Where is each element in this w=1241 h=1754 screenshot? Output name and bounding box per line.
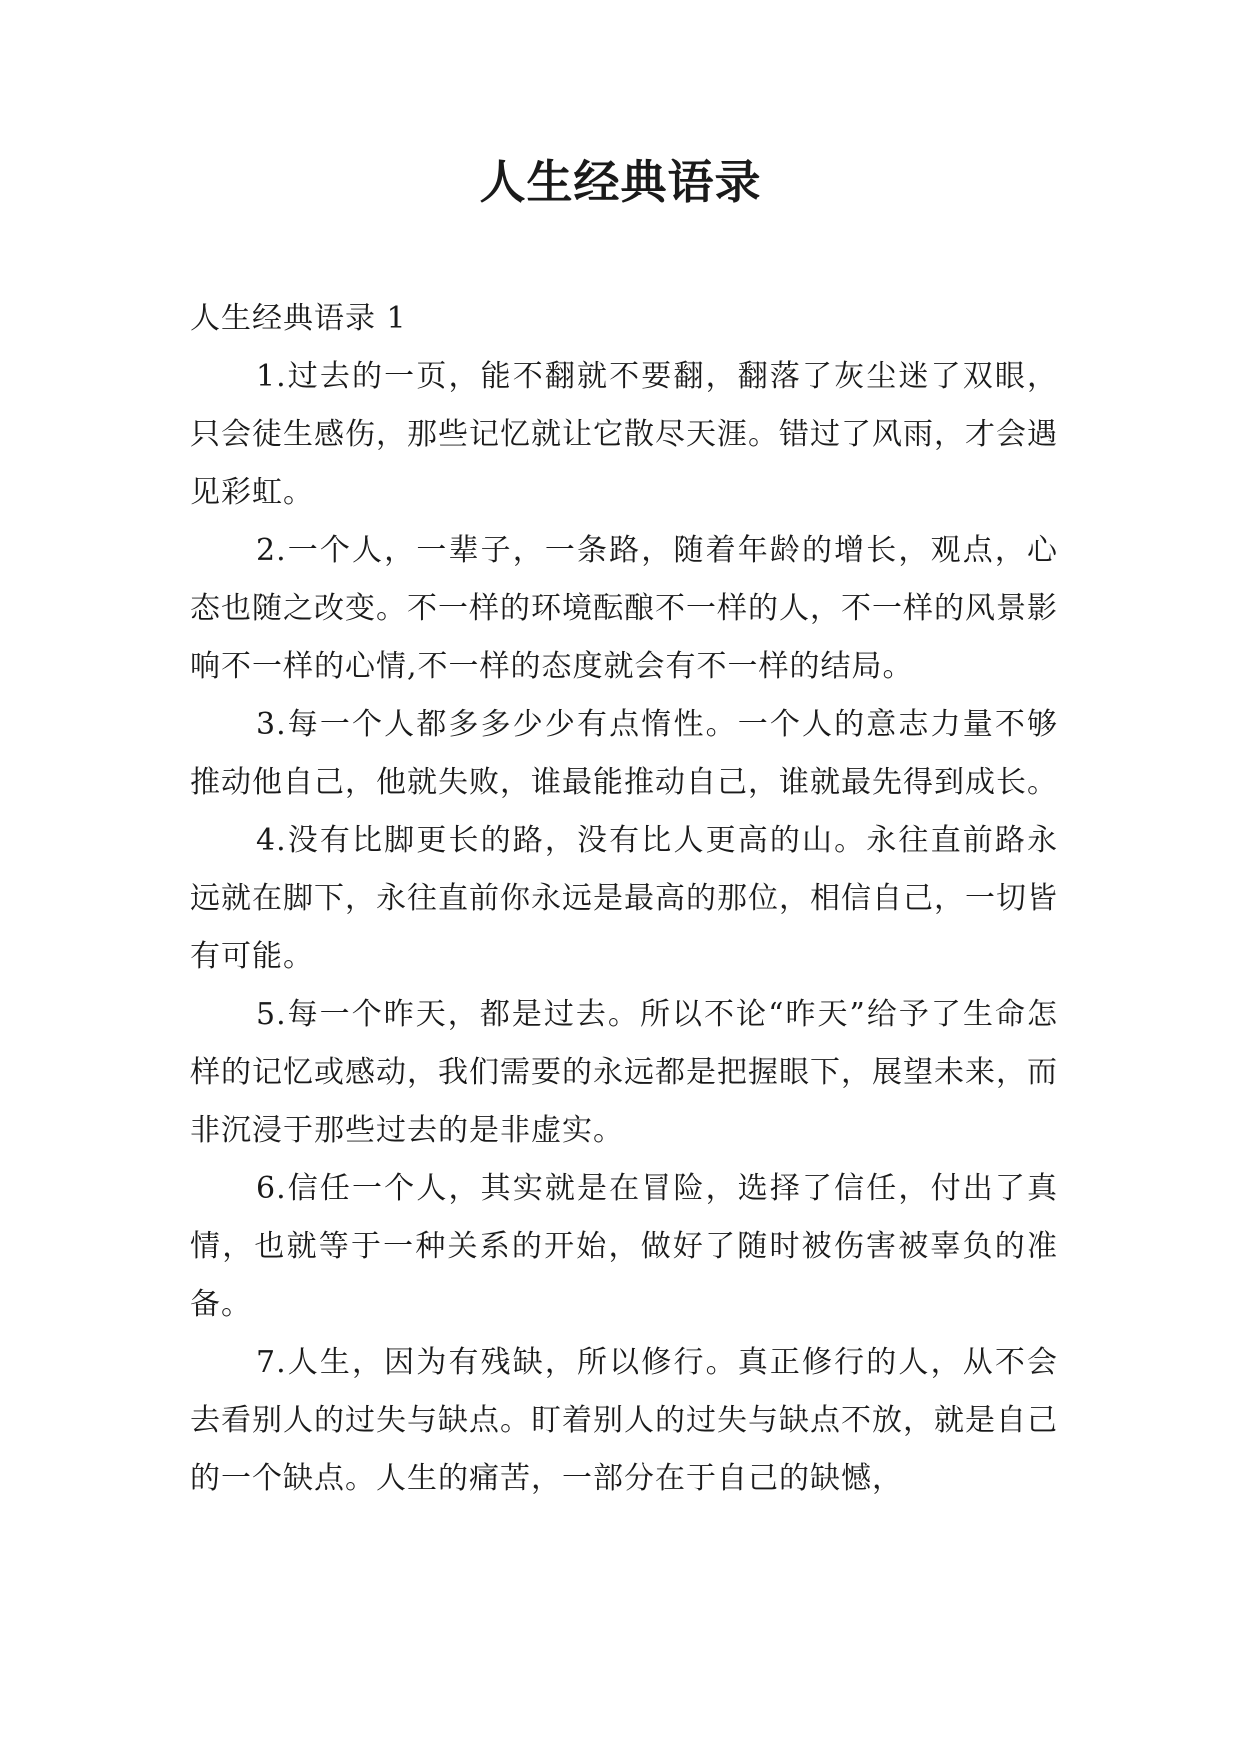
quote-paragraph: 4.没有比脚更长的路，没有比人更高的山。永往直前路永远就在脚下，永往直前你永远是最高的那位，相信自己，一切皆有可能。: [190, 823, 1058, 974]
section-heading: 人生经典语录 1: [190, 301, 407, 336]
document-body: [190, 290, 1058, 1508]
quote-paragraph: 7.人生，因为有残缺，所以修行。真正修行的人，从不会去看别人的过失与缺点。盯着别人的过失与缺点不放，就是自己的一个缺点。人生的痛苦，一部分在于自己的缺憾，: [190, 1345, 1058, 1496]
document-title: 人生经典语录: [479, 155, 762, 209]
quote-paragraph: 1.过去的一页，能不翻就不要翻，翻落了灰尘迷了双眼，只会徒生感伤，那些记忆就让它散尽天涯。错过了风雨，才会遇见彩虹。: [190, 359, 1058, 510]
quote-paragraph: 3.每一个人都多多少少有点惰性。一个人的意志力量不够推动他自己，他就失败，谁最能推动自己，谁就最先得到成长。: [190, 707, 1058, 800]
quote-paragraph: 2.一个人，一辈子，一条路，随着年龄的增长，观点，心态也随之改变。不一样的环境酝酿不一样的人，不一样的风景影响不一样的心情,不一样的态度就会有不一样的结局。: [190, 533, 1058, 684]
quote-paragraph: 6.信任一个人，其实就是在冒险，选择了信任，付出了真情，也就等于一种关系的开始，做好了随时被伤害被辜负的准备。: [190, 1171, 1058, 1322]
quote-paragraph: 5.每一个昨天，都是过去。所以不论“昨天”给予了生命怎样的记忆或感动，我们需要的永远都是把握眼下，展望未来，而非沉浸于那些过去的是非虚实。: [190, 997, 1058, 1148]
